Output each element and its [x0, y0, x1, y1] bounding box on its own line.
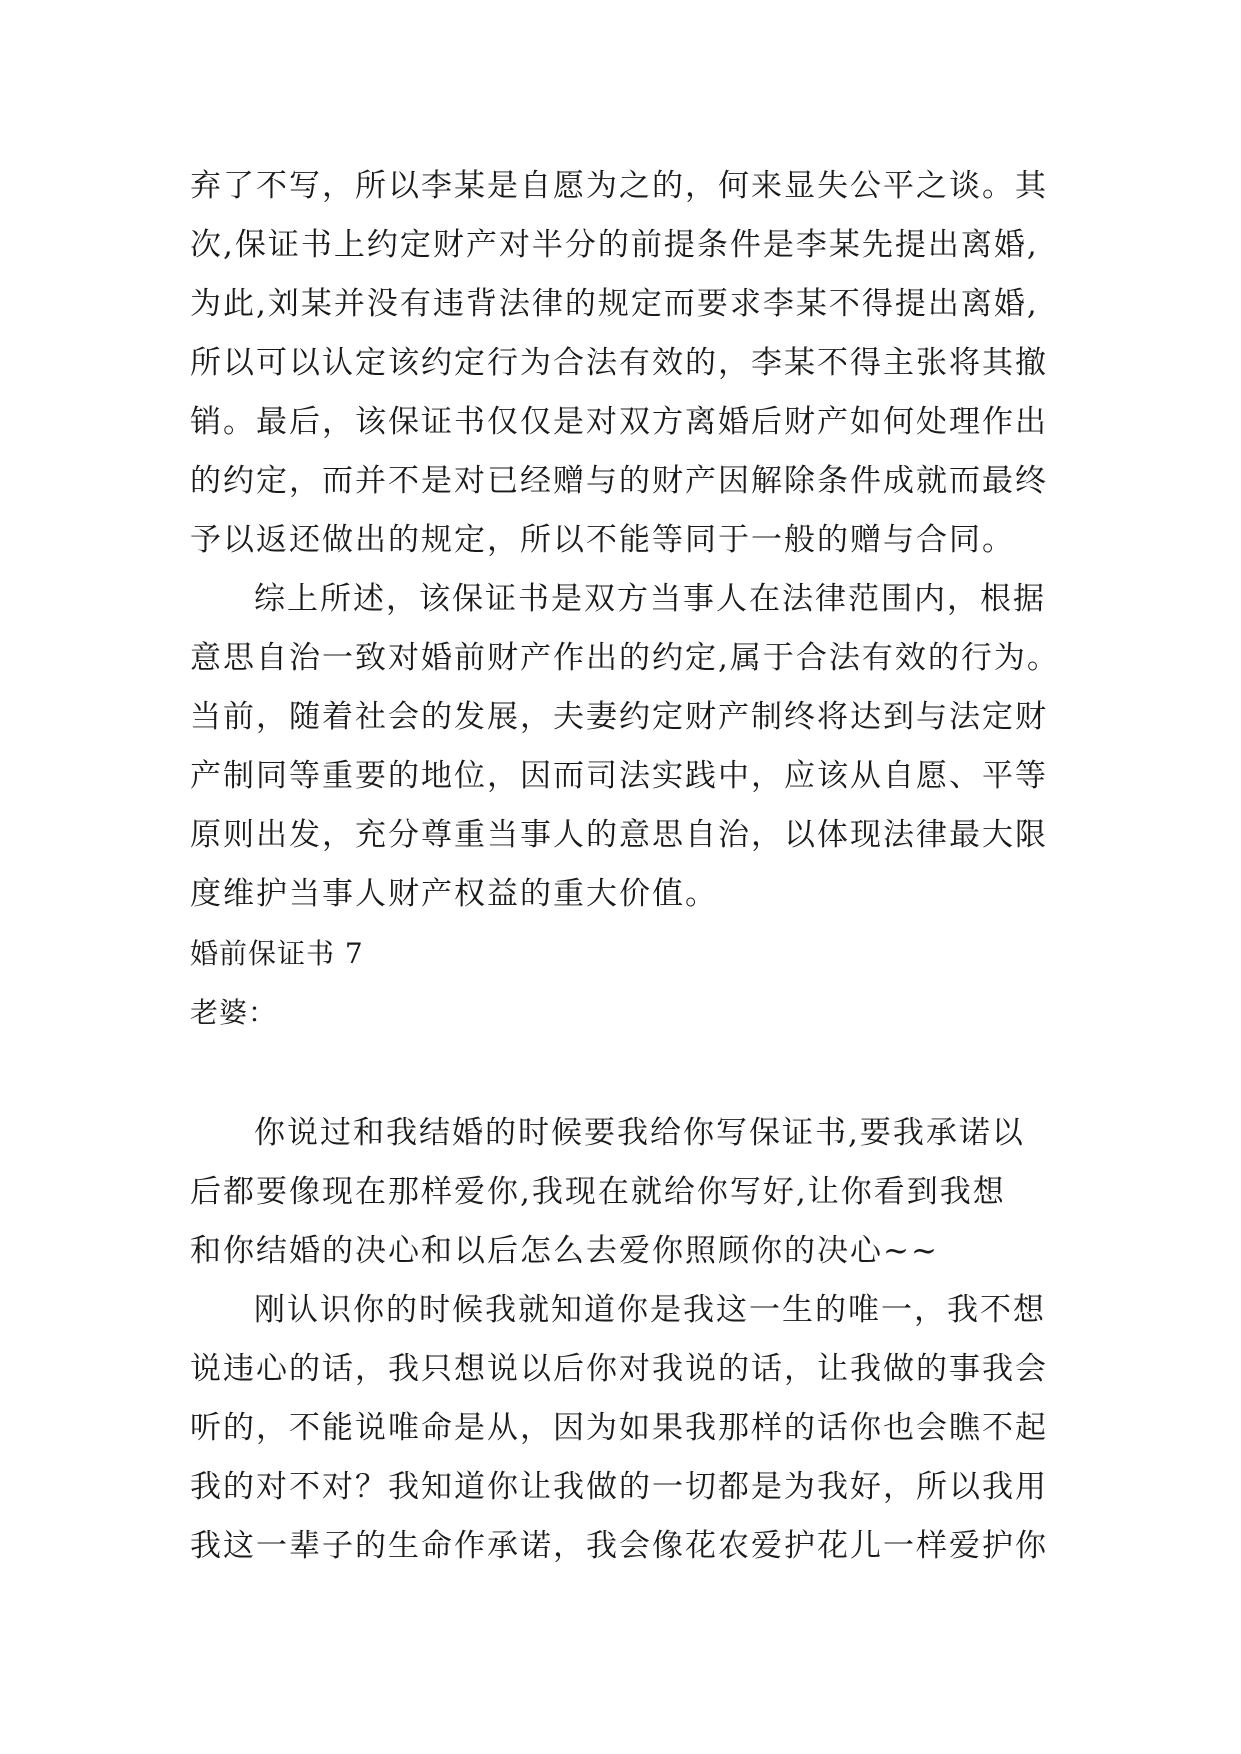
text-line: 弃了不写，所以李某是自愿为之的，何来显失公平之谈。其: [190, 168, 1048, 204]
text-line: 予以返还做出的规定，所以不能等同于一般的赠与合同。: [190, 522, 1015, 558]
text-line: 我这一辈子的生命作承诺，我会像花农爱护花儿一样爱护你: [190, 1528, 1048, 1564]
text-line: 次,保证书上约定财产对半分的前提条件是李某先提出离婚,: [190, 227, 1039, 263]
text-line: 当前，随着社会的发展，夫妻约定财产制终将达到与法定财: [190, 699, 1048, 735]
text-line: 你说过和我结婚的时候要我给你写保证书,要我承诺以: [254, 1115, 1025, 1151]
text-line: 为此,刘某并没有违背法律的规定而要求李某不得提出离婚,: [190, 286, 1039, 322]
paragraph-continued: [190, 157, 1070, 570]
text-line: 销。最后，该保证书仅仅是对双方离婚后财产如何处理作出: [190, 404, 1048, 440]
text-line: 意思自治一致对婚前财产作出的约定,属于合法有效的行为。: [190, 640, 1060, 676]
text-line: 原则出发，充分尊重当事人的意思自治，以体现法律最大限: [190, 817, 1048, 853]
document-body: [190, 157, 1070, 1576]
text-line: 后都要像现在那样爱你,我现在就给你写好,让你看到我想: [190, 1174, 1006, 1210]
text-line: 和你结婚的决心和以后怎么去爱你照顾你的决心~~: [190, 1233, 939, 1269]
text-line: 综上所述，该保证书是双方当事人在法律范围内，根据: [254, 581, 1046, 617]
paragraph-promise-intro: [190, 1104, 1070, 1281]
salutation: 老婆：: [190, 996, 278, 1029]
blank-spacer: [190, 1042, 1070, 1104]
text-line: 所以可以认定该约定行为合法有效的，李某不得主张将其撤: [190, 345, 1048, 381]
paragraph-promise-body: [190, 1281, 1070, 1576]
text-line: 的约定，而并不是对已经赠与的财产因解除条件成就而最终: [190, 463, 1048, 499]
text-line: 产制同等重要的地位，因而司法实践中，应该从自愿、平等: [190, 758, 1048, 794]
text-line: 听的，不能说唯命是从，因为如果我那样的话你也会瞧不起: [190, 1410, 1048, 1446]
text-line: 说违心的话，我只想说以后你对我说的话，让我做的事我会: [190, 1351, 1048, 1387]
text-line: 刚认识你的时候我就知道你是我这一生的唯一，我不想: [254, 1292, 1046, 1328]
text-line: 我的对不对？我知道你让我做的一切都是为我好，所以我用: [190, 1469, 1048, 1505]
section-title: 婚前保证书 7: [190, 937, 364, 970]
text-line: 度维护当事人财产权益的重大价值。: [190, 876, 718, 912]
paragraph-summary: [190, 570, 1070, 924]
